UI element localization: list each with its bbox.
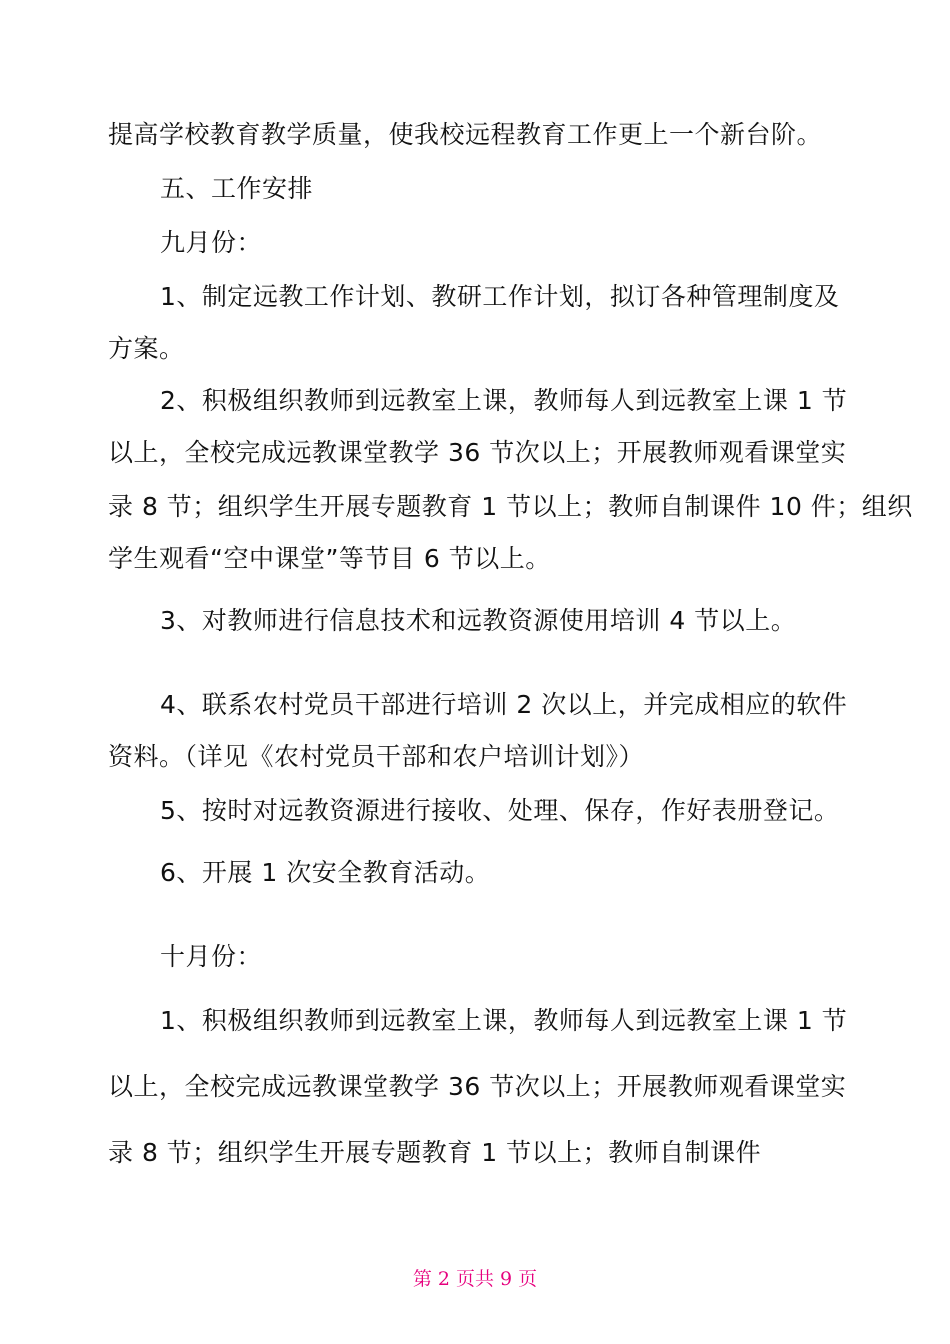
text-line: 录 8 节；组织学生开展专题教育 1 节以上；教师自制课件 10 件；组织 <box>108 492 913 521</box>
list-item: 5、按时对远教资源进行接收、处理、保存，作好表册登记。 <box>160 796 840 825</box>
list-item: 6、开展 1 次安全教育活动。 <box>160 858 491 887</box>
list-item: 4、联系农村党员干部进行培训 2 次以上，并完成相应的软件 <box>160 690 848 719</box>
text-line: 提高学校教育教学质量，使我校远程教育工作更上一个新台阶。 <box>108 120 823 149</box>
text-line: 方案。 <box>108 334 185 363</box>
list-item: 1、积极组织教师到远教室上课，教师每人到远教室上课 1 节 <box>160 1006 848 1035</box>
section-heading: 五、工作安排 <box>160 174 314 203</box>
text-line: 以上，全校完成远教课堂教学 36 节次以上；开展教师观看课堂实 <box>108 438 847 467</box>
text-line: 以上，全校完成远教课堂教学 36 节次以上；开展教师观看课堂实 <box>108 1072 847 1101</box>
list-item: 3、对教师进行信息技术和远教资源使用培训 4 节以上。 <box>160 606 797 635</box>
page-number: 第 2 页共 9 页 <box>412 1268 538 1290</box>
month-heading: 十月份： <box>160 942 263 971</box>
text-line: 学生观看“空中课堂”等节目 6 节以上。 <box>108 544 551 573</box>
month-heading: 九月份： <box>160 228 263 257</box>
text-line: 资料。（详见《农村党员干部和农户培训计划》） <box>108 742 645 771</box>
list-item: 1、制定远教工作计划、教研工作计划，拟订各种管理制度及 <box>160 282 840 311</box>
list-item: 2、积极组织教师到远教室上课，教师每人到远教室上课 1 节 <box>160 386 848 415</box>
text-line: 录 8 节；组织学生开展专题教育 1 节以上；教师自制课件 <box>108 1138 762 1167</box>
